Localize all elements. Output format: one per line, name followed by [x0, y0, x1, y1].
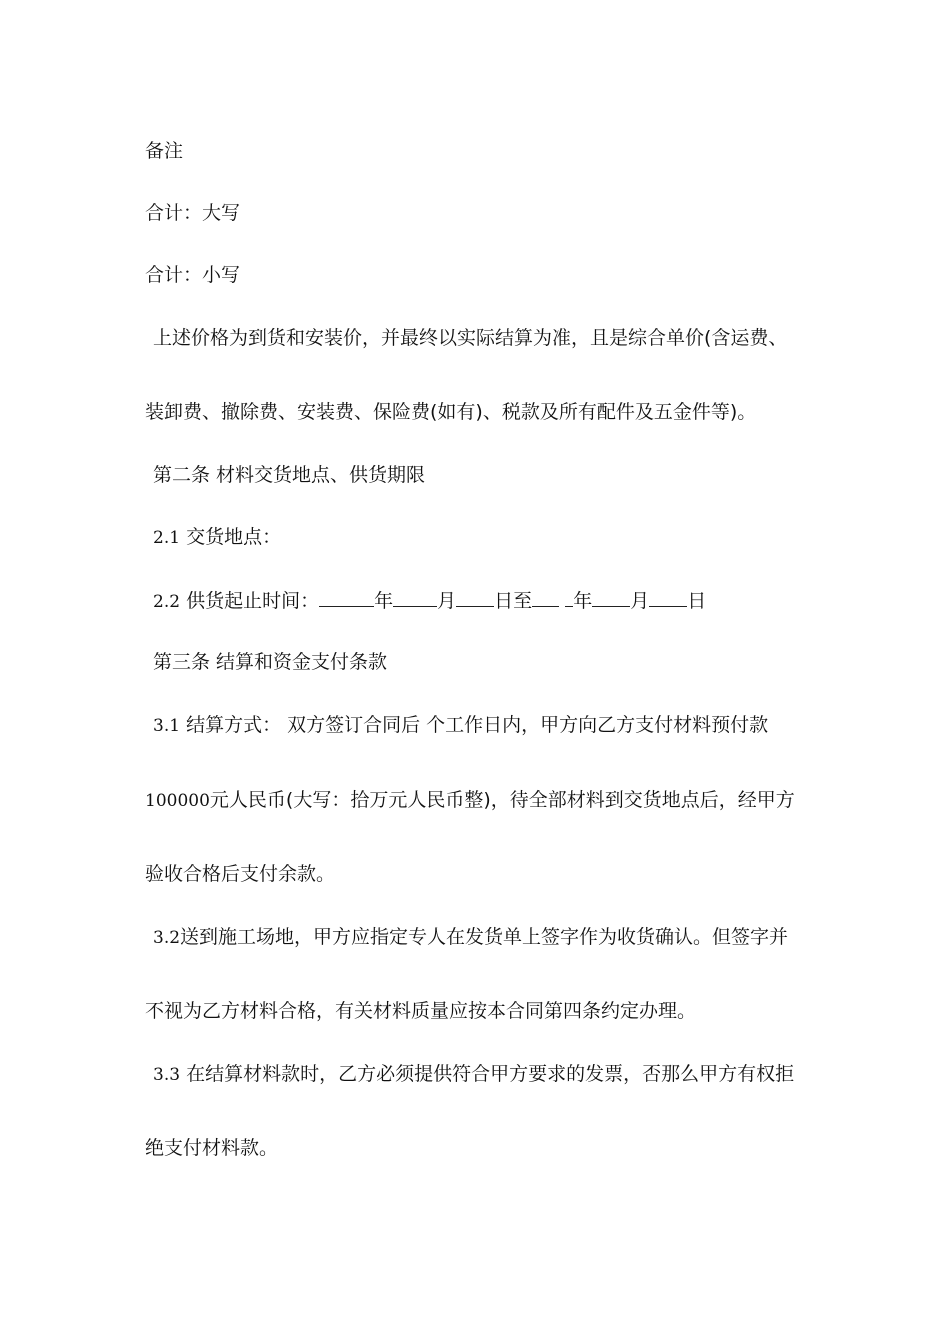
clause-2-1-number: 2.1 — [153, 528, 181, 548]
clause-2-1 — [153, 525, 281, 550]
start-day-label: 日 — [494, 590, 514, 612]
start-year-blank — [319, 588, 374, 607]
end-day-label: 日 — [687, 590, 707, 612]
end-month-blank — [592, 588, 630, 607]
clause-3-2-number: 3.2 — [153, 928, 181, 948]
article-2-title: 第二条 材料交货地点、供货期限 — [153, 464, 426, 486]
clause-3-1-number: 3.1 — [153, 716, 181, 736]
total-lowercase-label: 合计：小写 — [145, 264, 241, 286]
end-year-label: 年 — [573, 590, 593, 612]
end-day-blank — [649, 588, 687, 607]
clause-3-1-line-1 — [153, 713, 768, 738]
start-month-blank — [393, 588, 437, 607]
clause-3-3-number: 3.3 — [153, 1065, 181, 1085]
start-month-label: 月 — [437, 590, 457, 612]
start-day-blank — [456, 588, 494, 607]
price-note-line-1: 上述价格为到货和安装价，并最终以实际结算为准，且是综合单价(含运费、 — [153, 327, 788, 349]
date-to-label: 至 — [513, 590, 533, 612]
clause-3-1-line-3: 验收合格后支付余款。 — [145, 863, 336, 885]
clause-3-3-line-1 — [153, 1062, 794, 1087]
clause-3-1-line-2 — [145, 788, 795, 813]
clause-3-2-line-1 — [153, 925, 788, 950]
total-uppercase-label: 合计：大写 — [145, 202, 241, 224]
end-month-label: 月 — [630, 590, 650, 612]
clause-2-2-label: 供货起止时间： — [186, 590, 320, 612]
clause-3-3-text: 在结算材料款时，乙方必须提供符合甲方要求的发票，否那么甲方有权拒 — [186, 1063, 795, 1085]
prepayment-amount: 100000 — [145, 791, 210, 811]
article-3-title: 第三条 结算和资金支付条款 — [153, 651, 388, 673]
price-note-line-2: 装卸费、撤除费、安装费、保险费(如有)、税款及所有配件及五金件等)。 — [145, 401, 757, 423]
clause-3-2-text: 送到施工场地，甲方应指定专人在发货单上签字作为收货确认。但签字并 — [180, 926, 789, 948]
clause-3-3-line-2: 绝支付材料款。 — [145, 1137, 279, 1159]
start-year-label: 年 — [374, 590, 394, 612]
clause-2-1-text: 交货地点： — [186, 526, 282, 548]
remarks-label: 备注 — [145, 140, 184, 162]
clause-2-2 — [153, 588, 706, 614]
clause-3-2-line-2: 不视为乙方材料合格，有关材料质量应按本合同第四条约定办理。 — [145, 1000, 697, 1022]
end-year-blank-a — [532, 588, 559, 607]
clause-2-2-number: 2.2 — [153, 592, 181, 612]
clause-3-1-text-2: 元人民币(大写：拾万元人民币整)，待全部材料到交货地点后，经甲方 — [209, 789, 795, 811]
clause-3-1-text: 结算方式： 双方签订合同后 个工作日内，甲方向乙方支付材料预付款 — [186, 714, 769, 736]
